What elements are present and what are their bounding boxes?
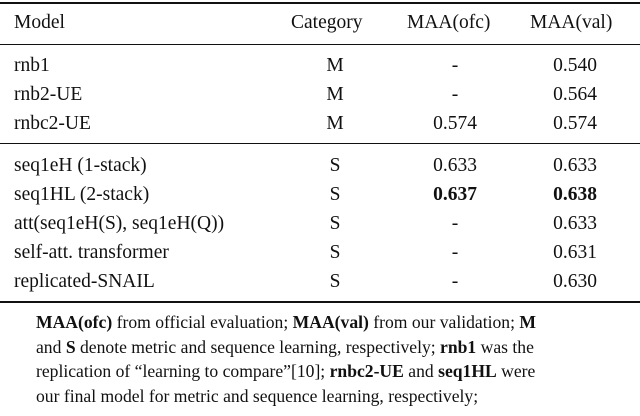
category-cell: M (326, 84, 344, 105)
model-name: rnbc2-UE (14, 113, 91, 134)
caption-text: denote metric and sequence learning, respectively; (75, 336, 441, 357)
maa-ofc-cell: - (451, 271, 459, 292)
bottom-rule (0, 301, 640, 303)
caption-term: MAA(ofc) (36, 312, 113, 332)
model-name: seq1HL (2-stack) (14, 184, 150, 205)
category-cell: S (329, 271, 341, 292)
top-rule (0, 2, 640, 4)
maa-ofc-cell: 0.574 (433, 113, 477, 134)
model-name: seq1eH (1-stack) (14, 155, 147, 176)
caption-text: and (403, 361, 439, 381)
caption-term: rnb1 (440, 336, 477, 357)
caption-text: our final model for metric and sequence learning, respectively; (36, 385, 479, 406)
maa-val-cell: 0.631 (553, 242, 597, 263)
maa-ofc-cell: - (451, 213, 459, 234)
header-rule (0, 44, 640, 45)
table-row (0, 209, 640, 238)
maa-val-cell: 0.630 (553, 271, 597, 292)
maa-ofc-cell: - (451, 84, 459, 105)
header-row (0, 8, 640, 37)
maa-val-cell: 0.564 (553, 84, 597, 105)
caption-term: M (519, 312, 536, 332)
maa-val-cell: 0.633 (553, 155, 597, 176)
table-row (0, 238, 640, 267)
category-cell: M (326, 55, 344, 76)
category-cell: S (329, 155, 341, 176)
model-name: rnb2-UE (14, 84, 83, 105)
maa-val-cell: 0.633 (553, 213, 597, 234)
caption-text: and (36, 336, 66, 357)
maa-val-cell: 0.574 (553, 113, 597, 134)
table-row (0, 51, 640, 80)
header-maa-val: MAA(val) (530, 12, 613, 33)
maa-ofc-cell: 0.633 (433, 155, 477, 176)
table-row (0, 109, 640, 138)
caption-line (36, 310, 636, 335)
header-category: Category (291, 12, 363, 33)
header-model: Model (14, 12, 65, 33)
table-caption (36, 310, 636, 408)
model-name: rnb1 (14, 55, 50, 76)
group-rule (0, 143, 640, 144)
caption-line (36, 359, 636, 384)
maa-val-cell-best: 0.638 (553, 184, 597, 205)
model-name: self-att. transformer (14, 242, 169, 263)
table-row (0, 151, 640, 180)
table-row (0, 267, 640, 296)
caption-text: from our validation; (368, 312, 520, 332)
maa-ofc-cell: - (451, 242, 459, 263)
header-maa-ofc: MAA(ofc) (407, 12, 491, 33)
category-cell: M (326, 113, 344, 134)
caption-line (36, 384, 636, 409)
maa-ofc-cell-best: 0.637 (433, 184, 477, 205)
caption-term: MAA(val) (292, 312, 369, 332)
caption-term: rnbc2-UE (329, 361, 404, 381)
model-name: replicated-SNAIL (14, 271, 155, 292)
caption-term: S (65, 336, 76, 357)
caption-text: were (496, 361, 536, 381)
model-name: att(seq1eH(S), seq1eH(Q)) (14, 213, 225, 234)
category-cell: S (329, 242, 341, 263)
category-cell: S (329, 184, 341, 205)
caption-text: from official evaluation; (112, 312, 293, 332)
caption-text: was the (476, 336, 534, 357)
table-row (0, 180, 640, 209)
category-cell: S (329, 213, 341, 234)
maa-val-cell: 0.540 (553, 55, 597, 76)
caption-term: seq1HL (438, 361, 497, 381)
table-row (0, 80, 640, 109)
caption-line (36, 335, 636, 360)
maa-ofc-cell: - (451, 55, 459, 76)
caption-text: replication of “learning to compare”[10]; (36, 361, 330, 381)
